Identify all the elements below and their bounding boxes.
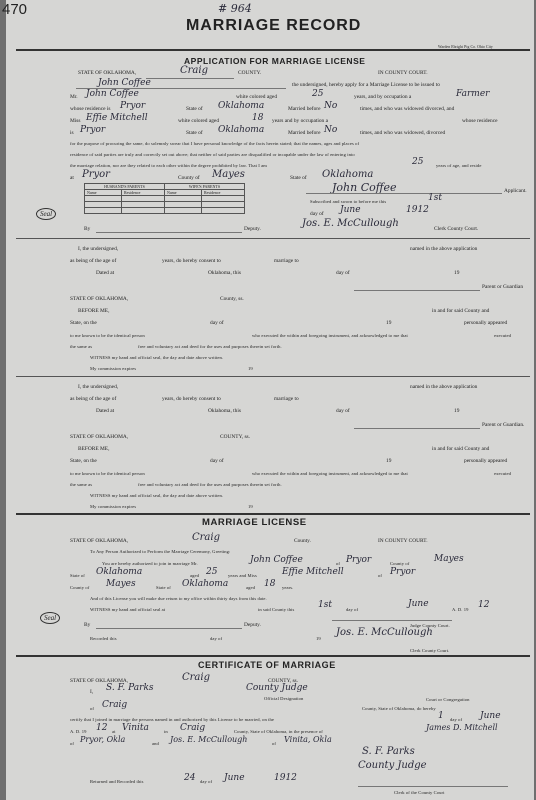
applicant-label: Applicant. (504, 188, 527, 194)
consent2-year-3: 19 (248, 504, 253, 509)
section-divider (16, 376, 530, 377)
consent1-before-me: BEFORE ME, (78, 308, 110, 314)
consent1-same: the same as (70, 344, 93, 349)
consent2-witness: WITNESS my hand and official seal, the day and date above written. (90, 493, 224, 498)
consent2-oklahoma: Oklahoma, this (208, 408, 241, 414)
consent2-year: 19 (454, 408, 460, 414)
consent1-commission: My commission expires (90, 366, 137, 371)
app-clerk-label: Clerk County Court. (434, 226, 479, 232)
cert-presence: County, State of Oklahoma, in the presence of (234, 729, 323, 734)
applicant-county: Mayes (212, 169, 245, 180)
consent2-day-of-2: day of (210, 458, 224, 464)
cert-witness2-town: Vinita, Okla (284, 735, 332, 744)
license-heading: MARRIAGE LICENSE (202, 517, 307, 528)
marriage-record-page (2, 0, 534, 800)
consent1-year-2: 19 (386, 320, 392, 326)
consent1-notary: in and for said County and (432, 308, 490, 314)
cert-month: June (480, 711, 501, 721)
purpose-text-1: for the purpose of procuring the same, do solemnly swear that I have personal knowledge of the facts herein stated; that the names, ages and places of (70, 141, 360, 146)
license-aged: aged (190, 573, 200, 578)
license-county-of: County of (390, 561, 410, 566)
consent2-state: STATE OF OKLAHOMA, (70, 434, 129, 440)
consent1-state-on: State, on the (70, 320, 97, 326)
consent1-line2c: marriage to (274, 258, 299, 264)
subscribed-day: 1st (428, 193, 442, 203)
cert-ret-day: 24 (184, 773, 196, 783)
cert-official-designation: Official Designation (264, 696, 304, 701)
applicant-age: 25 (412, 157, 424, 167)
cert-day-of: day of (450, 717, 463, 722)
license-rec-day-of: day of (210, 636, 223, 641)
consent2-executed: who executed the within and foregoing instrument, and acknowledged to me that (252, 471, 408, 476)
cert-court-label: Court or Congregation (426, 697, 470, 702)
consent1-known: to me known to be the identical person (70, 333, 145, 338)
consent2-line1: I, the undersigned, (78, 384, 119, 390)
cert-sign-name: S. F. Parks (362, 746, 415, 757)
consent2-line2: as being of the age of (70, 396, 117, 402)
applicant-signature: John Coffee (332, 181, 397, 194)
bride-married-before: No (324, 125, 338, 135)
license-of: of (336, 561, 341, 566)
license-groom-state: Oklahoma (96, 567, 143, 577)
bride-state: Oklahoma (218, 125, 265, 135)
consent1-state: STATE OF OKLAHOMA, (70, 296, 129, 302)
license-bride-state: Oklahoma (182, 579, 229, 589)
license-month: June (408, 599, 429, 609)
bride-residence: Pryor (80, 125, 106, 135)
reside-at-label: at (70, 175, 74, 181)
consent2-commission: My commission expires (90, 504, 137, 509)
bride-name: Effie Mitchell (86, 113, 148, 123)
section-divider (16, 238, 530, 239)
license-groom-age: 25 (206, 567, 218, 577)
license-clerk-label: Clerk County Court. (410, 648, 450, 653)
cert-of-3: of (70, 741, 75, 746)
cert-sign-title: County Judge (358, 760, 427, 771)
table-row (85, 208, 245, 214)
cert-ret-month: June (224, 773, 245, 783)
cert-year: 12 (96, 723, 108, 733)
bride-race: white colored aged (178, 118, 220, 124)
consent2-same: the same as (70, 482, 93, 487)
section-divider (16, 513, 530, 515)
consent1-day-of-2: day of (210, 320, 224, 326)
consent2-dated: Dated at (96, 408, 115, 414)
license-groom-town: Pryor (346, 555, 372, 565)
cert-clerk-label: Clerk of the County Court (394, 790, 445, 795)
groom-married-before-label: Married before (288, 106, 321, 112)
wife-parents-header: WIFE'S PARENTS (165, 184, 245, 190)
cert-clerk-line (358, 786, 508, 787)
consent1-parent: Parent or Guardian (482, 284, 524, 290)
bride-married-before-label: Married before (288, 130, 321, 136)
applicant-town: Pryor (82, 169, 110, 180)
license-deputy: Deputy. (244, 622, 261, 628)
license-judge-line (332, 620, 452, 621)
groom-state: Oklahoma (218, 101, 265, 111)
section-divider (16, 655, 530, 657)
license-bride-county: Mayes (106, 579, 136, 589)
cert-i: I, (90, 689, 94, 695)
consent1-dated: Dated at (96, 270, 115, 276)
license-clerk-signature: Jos. E. McCullough (336, 627, 433, 638)
printer-imprint: Warden Ebright Pig Co. Ohio City (438, 45, 493, 49)
bride-state-label: State of (186, 130, 203, 136)
app-by-label: By (84, 226, 91, 232)
app-county-label: COUNTY. (238, 70, 262, 76)
groom-residence-label: whose residence is (70, 106, 111, 112)
license-county-value: Craig (192, 532, 220, 543)
license-judge: Judge County Court. (410, 623, 450, 628)
license-state-of: State of (70, 573, 85, 578)
purpose-text-3: the marriage relation, nor are they related to each other within the degree prohibited by law. That I am (70, 163, 267, 168)
certificate-heading: CERTIFICATE OF MARRIAGE (198, 660, 336, 670)
cert-county-value: Craig (182, 672, 210, 683)
license-bride-age: 18 (264, 579, 276, 589)
license-year: 12 (478, 600, 490, 610)
cert-of-4: of (272, 741, 277, 746)
col-residence: Residence (202, 190, 245, 196)
license-recorded: Recorded this (90, 636, 117, 641)
groom-prefix: Mr. (70, 94, 78, 100)
cert-place: Craig (102, 700, 128, 710)
consent2-parent: Parent or Guardian. (482, 422, 525, 428)
app-county-value: Craig (180, 65, 208, 76)
app-court-label: IN COUNTY COURT. (378, 70, 428, 76)
applicant-state: Oklahoma (322, 169, 374, 180)
consent1-year-3: 19 (248, 366, 253, 371)
consent2-notary: in and for said County and (432, 446, 490, 452)
license-county-label: County. (294, 538, 311, 544)
col-residence: Residence (122, 190, 165, 196)
app-state-label: STATE OF OKLAHOMA, (78, 70, 137, 76)
groom-married-before: No (324, 101, 338, 111)
cert-of: of (90, 706, 95, 711)
license-aged-2: aged (246, 585, 256, 590)
subscribed-month: June (340, 205, 361, 215)
license-groom-county: Mayes (434, 554, 464, 564)
consent2-line2b: years, do hereby consent to (162, 396, 221, 402)
bride-times-text: times, and who was widowed, divorced (360, 130, 446, 136)
applicant-county-label: County of (178, 175, 200, 181)
cert-county-ss: COUNTY, ss. (268, 678, 299, 684)
license-court: IN COUNTY COURT. (378, 538, 428, 544)
consent2-parent-line (354, 428, 480, 429)
bride-residence-label: whose residence (462, 118, 498, 124)
col-name: Name (85, 190, 122, 196)
app-line1-text: the undersigned, hereby apply for a Marriage License to be issued to (292, 82, 440, 88)
groom-state-label: State of (186, 106, 203, 112)
app-deputy-label: Deputy. (244, 226, 261, 232)
consent1-day-of: day of (336, 270, 350, 276)
groom-age: 25 (312, 89, 324, 99)
license-years-and: years and Miss (228, 573, 257, 578)
consent1-witness: WITNESS my hand and official seal, the day and date above written. (90, 355, 224, 360)
groom-residence: Pryor (120, 101, 146, 111)
applicant-state-label: State of (290, 175, 307, 181)
husband-parents-header: HUSBAND'S PARENTS (85, 184, 165, 190)
license-by: By (84, 622, 91, 628)
parents-table (84, 183, 245, 214)
consent1-year: 19 (454, 270, 460, 276)
consent1-line2: as being of the age of (70, 258, 117, 264)
consent2-line1b: named in the above application (410, 384, 478, 390)
purpose-text-2: residence of said parties are truly and correctly set out above; that neither of said parties are disqualified or incapable under the law of entering into (70, 152, 355, 157)
bride-age: 18 (252, 113, 264, 123)
bride-is-label: is (70, 130, 74, 136)
page-title: MARRIAGE RECORD (186, 17, 362, 34)
license-bride: Effie Mitchell (282, 567, 344, 577)
cert-ad: A. D. 19 (70, 729, 87, 734)
license-seal: Seal (40, 612, 60, 624)
consent1-county-ss: County, ss. (220, 296, 244, 302)
header-rule (16, 49, 530, 51)
license-authorized: You are hereby authorized to join in marriage Mr. (102, 561, 198, 566)
page-number: 470 (2, 1, 28, 18)
license-to-any: To Any Person Authorized to Perform the Marriage Ceremony, Greeting: (90, 549, 231, 554)
cert-witness2: Jos. E. McCullough (170, 735, 248, 744)
consent1-personally: personally appeared (464, 320, 508, 326)
license-of-2: of (378, 573, 383, 578)
bride-occupation-label: years and by occupation a (272, 118, 328, 124)
applicant-signature-line (306, 193, 502, 194)
bride-prefix-label: Miss (70, 118, 81, 124)
app-deputy-line (96, 232, 242, 233)
consent2-executed2: executed (494, 471, 512, 476)
consent2-before-me: BEFORE ME, (78, 446, 110, 452)
consent2-day-of: day of (336, 408, 350, 414)
license-deputy-line (96, 628, 242, 629)
consent1-line2b: years, do hereby consent to (162, 258, 221, 264)
app-clerk-signature: Jos. E. McCullough (302, 218, 399, 229)
license-bride-town: Pryor (390, 567, 416, 577)
cert-day: 1 (438, 711, 444, 721)
subscribed-year: 1912 (406, 205, 429, 215)
cert-certify: certify that I joined in marriage the persons named in and authorized by this License to be married, on the (70, 717, 274, 722)
cert-ret-year: 1912 (274, 773, 297, 783)
license-state: STATE OF OKLAHOMA, (70, 538, 129, 544)
applicant-name: John Coffee (98, 78, 151, 88)
license-return: And of this License you will make due return to my office within thirty days from this date. (90, 596, 267, 601)
app-county-line (146, 78, 234, 79)
consent1-line1: I, the undersigned, (78, 246, 119, 252)
record-number: # 964 (218, 2, 252, 15)
cert-county: Craig (180, 723, 206, 733)
groom-race: white colored aged (236, 94, 278, 100)
license-years: years. (282, 585, 294, 590)
consent1-executed: who executed the within and foregoing instrument, and acknowledged to me that (252, 333, 408, 338)
subscribed-text: Subscribed and sworn to before me this (310, 199, 387, 204)
cert-returned: Returned and Recorded this (90, 779, 144, 784)
groom-occupation-label: years, and by occupation a (354, 94, 412, 100)
license-state-of-2: State of (156, 585, 171, 590)
consent2-year-2: 19 (386, 458, 392, 464)
license-day: 1st (318, 600, 332, 610)
license-ad: A. D. 19 (452, 607, 469, 612)
groom-times-text: times, and who was widowed divorced, and (360, 106, 455, 112)
cert-in: in (164, 729, 168, 734)
consent1-free: free and voluntary act and deed for the uses and purposes therein set forth. (138, 344, 282, 349)
license-county-of-2: County of (70, 585, 90, 590)
cert-county-state: County, State of Oklahoma, do hereby (362, 706, 436, 711)
license-day-of: day of (346, 607, 359, 612)
license-witness: WITNESS my hand and official seal at (90, 607, 166, 612)
application-seal: Seal (36, 208, 56, 220)
license-in-said: in said County this (258, 607, 295, 612)
consent1-oklahoma: Oklahoma, this (208, 270, 241, 276)
cert-at: at (112, 729, 116, 734)
groom-name: John Coffee (86, 89, 139, 99)
consent2-state-on: State, on the (70, 458, 97, 464)
cert-town: Vinita (122, 723, 149, 733)
license-rec-year: 19 (316, 636, 321, 641)
applicant-age-text: years of age, and reside (436, 163, 482, 168)
consent1-executed2: executed (494, 333, 512, 338)
cert-witness1: James D. Mitchell (426, 723, 498, 732)
cert-designation: County Judge (246, 683, 308, 693)
consent1-line1b: named in the above application (410, 246, 478, 252)
consent2-free: free and voluntary act and deed for the uses and purposes therein set forth. (138, 482, 282, 487)
consent1-parent-line (354, 290, 480, 291)
consent2-line2c: marriage to (274, 396, 299, 402)
license-groom: John Coffee (250, 555, 303, 565)
consent2-known: to me known to be the identical person (70, 471, 145, 476)
consent2-personally: personally appeared (464, 458, 508, 464)
col-name: Name (165, 190, 202, 196)
cert-ret-day-of: day of (200, 779, 213, 784)
cert-officiant: S. F. Parks (106, 683, 154, 693)
groom-occupation: Farmer (456, 89, 490, 99)
cert-and: and (152, 741, 159, 746)
consent2-county-ss: COUNTY, ss. (220, 434, 251, 440)
cert-witness1-town: Pryor, Okla (80, 735, 126, 744)
cert-state: STATE OF OKLAHOMA, (70, 678, 129, 684)
subscribed-day-of: day of (310, 211, 324, 217)
application-heading: APPLICATION FOR MARRIAGE LICENSE (184, 56, 366, 66)
